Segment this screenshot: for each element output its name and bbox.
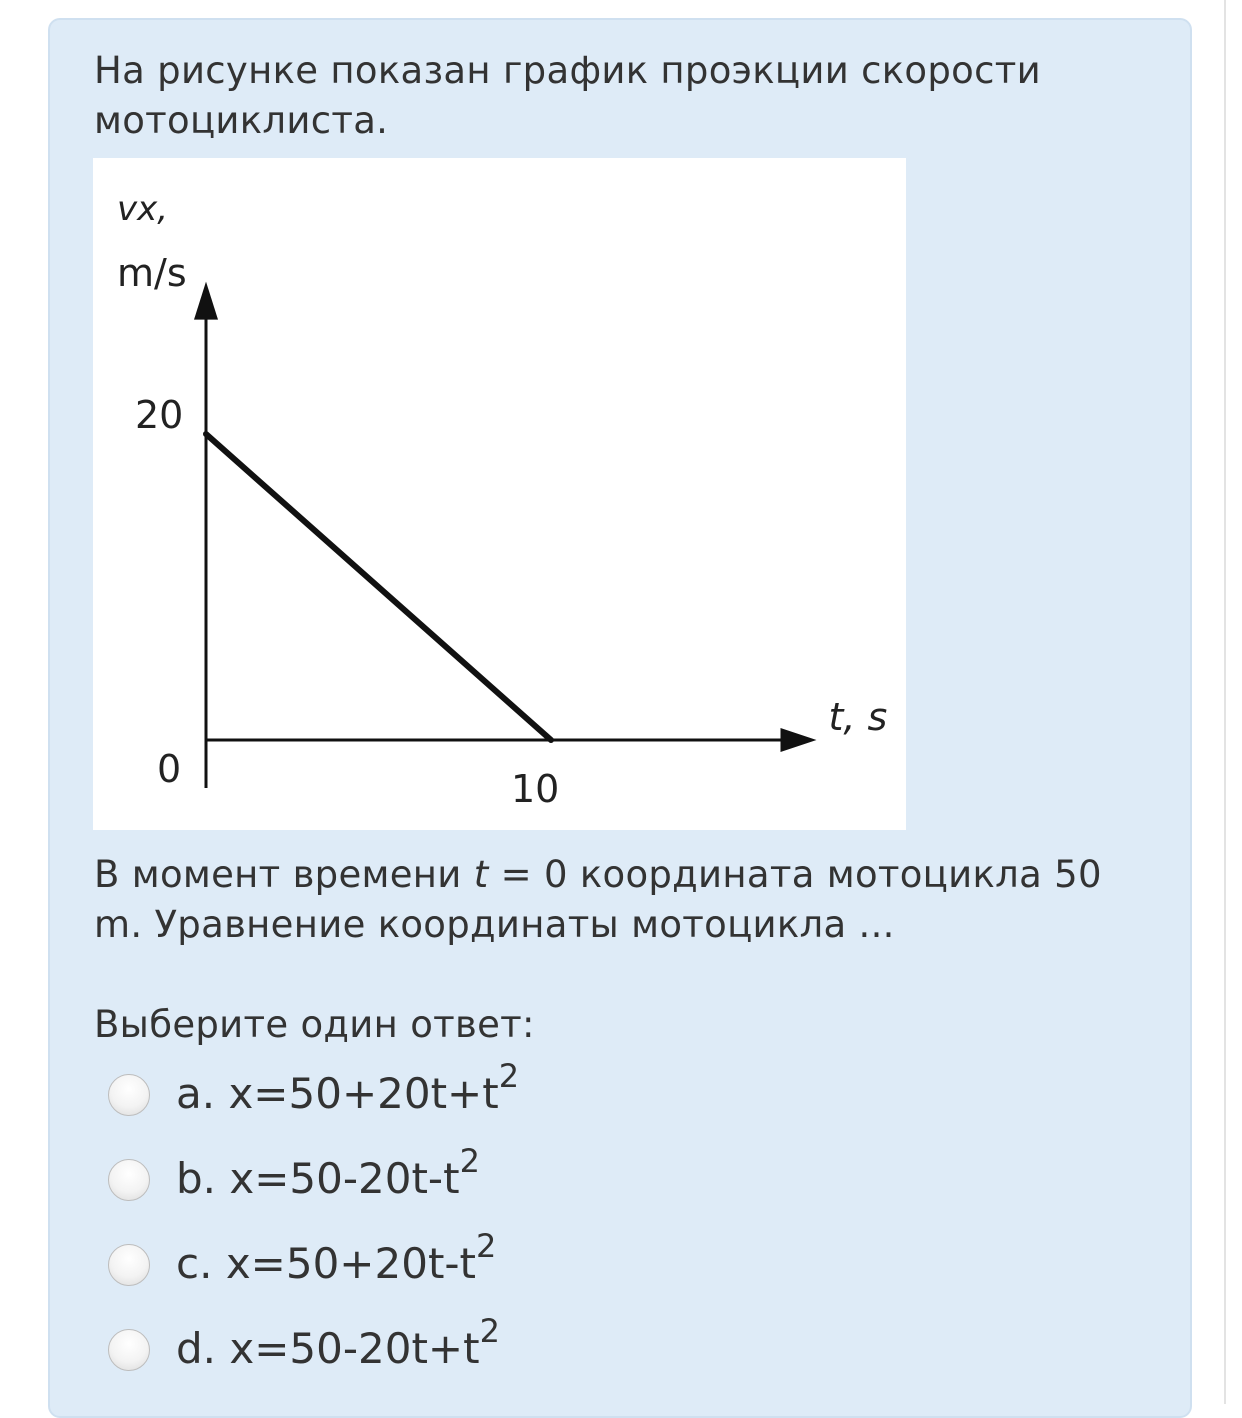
option-exponent-b: 2 [459,1142,480,1180]
option-formula-a: x=50+20t+t [228,1069,499,1118]
x-axis-arrow [781,728,817,752]
question-condition [94,850,1154,950]
radio-button-b[interactable] [108,1159,150,1201]
y-axis-arrow [194,282,218,320]
origin-label: 0 [157,747,182,791]
option-letter-c: c. [176,1239,213,1288]
y-axis-label-unit: m/s [117,251,187,295]
option-formula-d: x=50-20t+t [229,1324,480,1373]
x-tick-label-10: 10 [511,767,560,811]
condition-text-before: В момент времени [94,853,474,896]
scroll-edge-divider [1224,0,1226,1404]
condition-variable-t: t [473,853,489,896]
option-exponent-a: 2 [498,1057,520,1095]
y-tick-label-20: 20 [135,393,184,437]
y-axis-label-symbol: vx, [117,189,169,229]
answer-option-a[interactable] [104,1057,804,1124]
option-label-a[interactable] [176,1057,520,1124]
velocity-series-line [206,434,551,740]
option-formula-c: x=50+20t-t [225,1239,477,1288]
radio-button-c[interactable] [108,1244,150,1286]
answer-option-b[interactable] [104,1142,804,1209]
x-axis-label: t, s [828,695,888,739]
option-letter-a: a. [176,1069,216,1118]
option-exponent-d: 2 [479,1312,500,1350]
option-label-c[interactable] [176,1227,497,1294]
option-exponent-c: 2 [476,1227,497,1265]
option-letter-d: d. [176,1324,217,1373]
answer-prompt: Выберите один ответ: [94,1003,535,1046]
question-intro: На рисунке показан график проэкции скорости мотоциклиста. [94,49,1041,142]
option-formula-b: x=50-20t-t [229,1154,460,1203]
radio-button-d[interactable] [108,1329,150,1371]
velocity-graph-svg [93,158,906,830]
option-label-b[interactable] [176,1142,480,1209]
option-label-d[interactable] [176,1312,500,1379]
answer-option-c[interactable] [104,1227,804,1294]
condition-text-after: = 0 координата мотоцикла 50 m. Уравнение координаты мотоцикла ... [94,853,1102,946]
option-letter-b: b. [176,1154,217,1203]
radio-button-a[interactable] [108,1074,150,1116]
answer-option-d[interactable] [104,1312,804,1379]
velocity-graph [93,158,906,830]
